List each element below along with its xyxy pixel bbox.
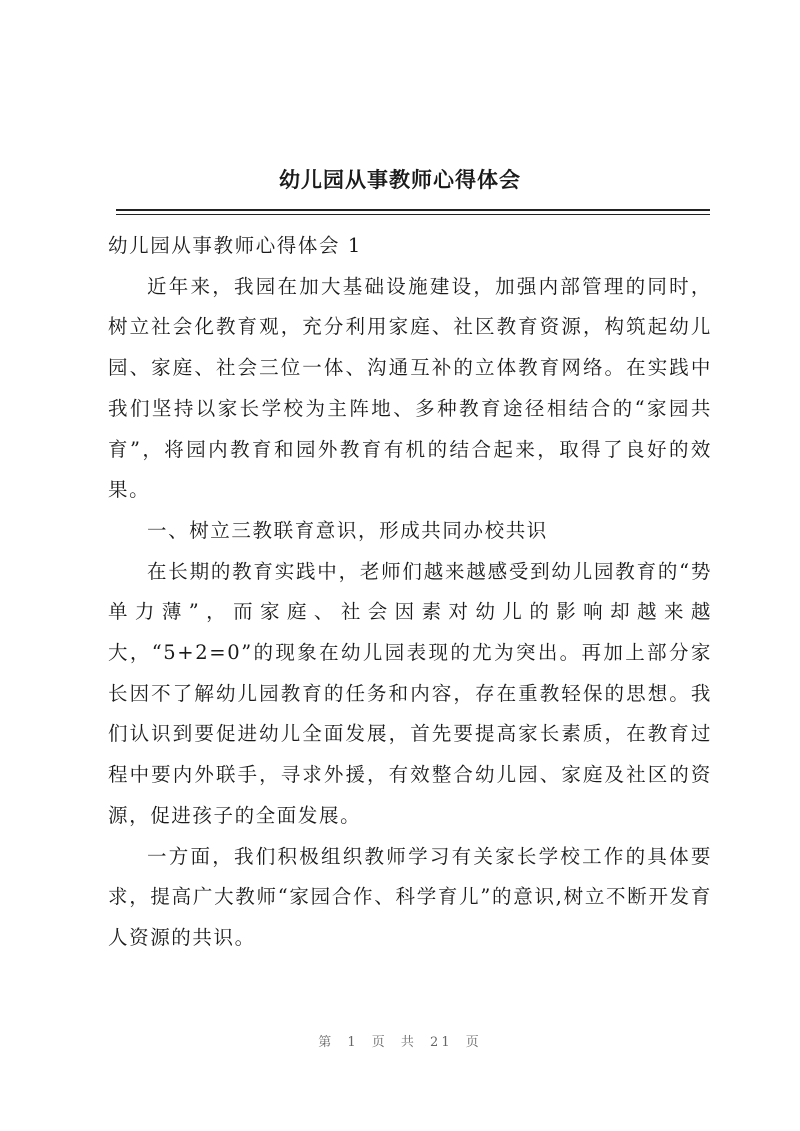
title-divider-thin (116, 214, 710, 215)
title-divider (116, 209, 710, 211)
document-title: 幼儿园从事教师心得体会 (279, 167, 521, 192)
page-number-footer: 第 1 页 共 21 页 (318, 1035, 482, 1050)
paragraph-intro: 近年来，我园在加大基础设施建设，加强内部管理的同时，树立社会化教育观，充分利用家庭、社区教育资源，构筑起幼儿园、家庭、社会三位一体、沟通互补的立体教育网络。在实践中我们坚持以家长学校为主阵地、多种教育途径相结合的“家园共育”，将园内教育和园外教育有机的结合起来，取得了良好的效果。 (108, 274, 712, 502)
section-heading: 一、树立三教联育意识，形成共同办校共识 (147, 518, 548, 542)
document-body (108, 226, 712, 959)
section-title: 幼儿园从事教师心得体会 1 (108, 234, 362, 257)
paragraph-teachers: 一方面，我们积极组织教师学习有关家长学校工作的具体要求，提高广大教师“家园合作、科学育儿”的意识,树立不断开发育人资源的共识。 (108, 844, 712, 949)
paragraph-practice: 在长期的教育实践中，老师们越来越感受到幼儿园教育的“势单力薄”，而家庭、社会因素对幼儿的影响却越来越大，“5+2=0”的现象在幼儿园表现的尤为突出。再加上部分家长因不了解幼儿园教育的任务和内容，存在重教轻保的思想。我们认识到要促进幼儿全面发展，首先要提高家长素质，在教育过程中要内外联手，寻求外援，有效整合幼儿园、家庭及社区的资源，促进孩子的全面发展。 (108, 559, 712, 827)
